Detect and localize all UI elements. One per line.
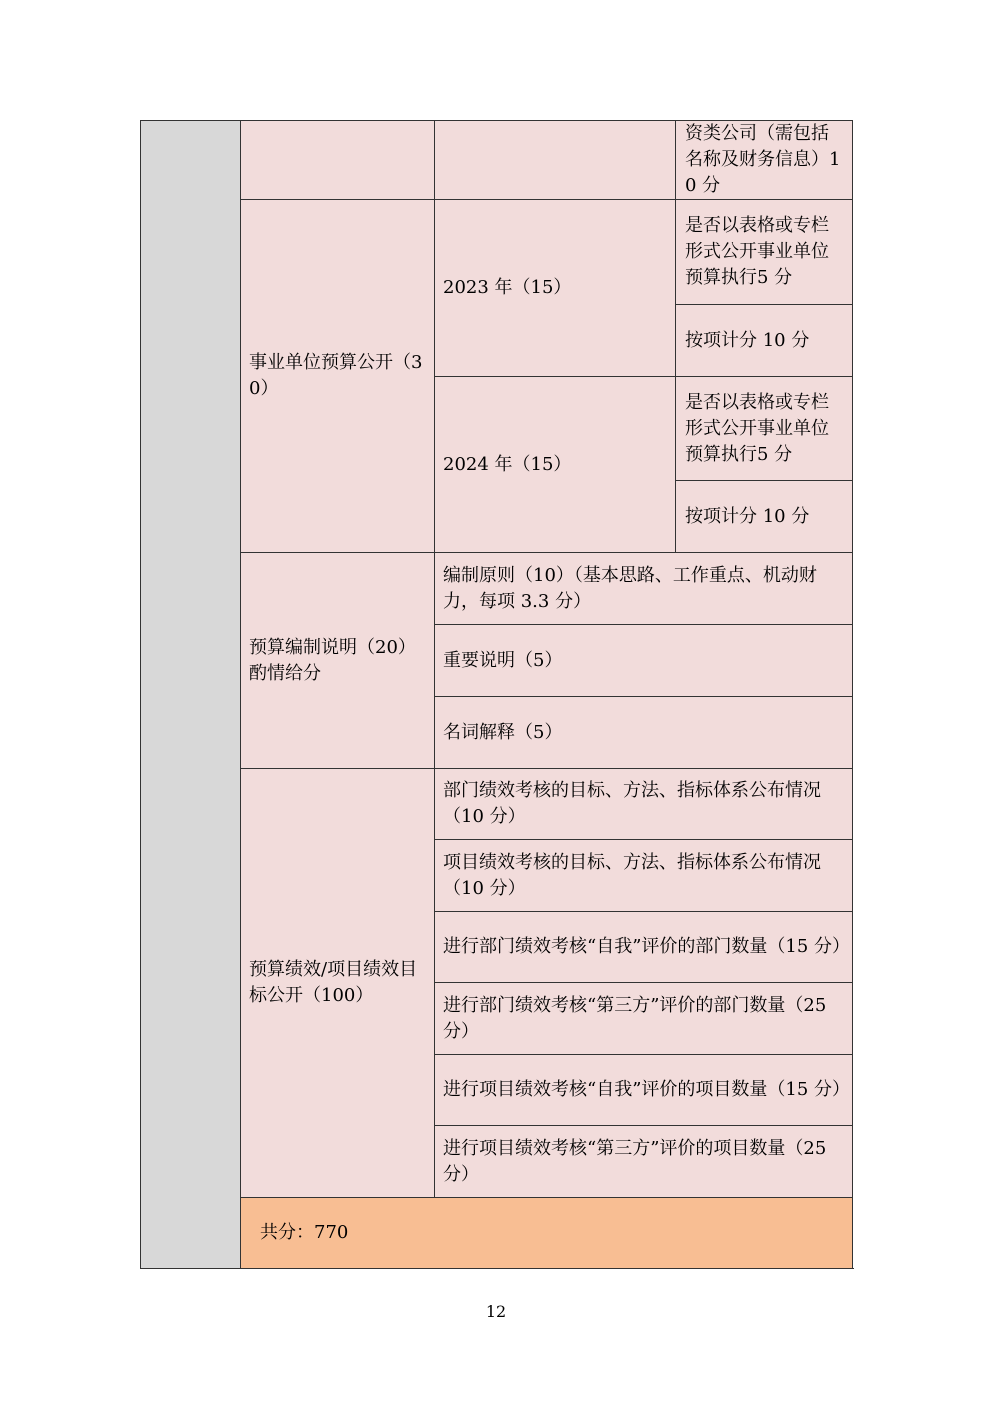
group-label-institution-budget: 事业单位预算公开（30） bbox=[241, 200, 435, 553]
table-row bbox=[141, 121, 853, 200]
scoring-table bbox=[140, 120, 853, 1269]
empty-cell bbox=[435, 121, 676, 200]
criterion-cell: 是否以表格或专栏形式公开事业单位预算执行5 分 bbox=[676, 377, 853, 481]
year-2024-label: 2024 年（15） bbox=[435, 377, 676, 553]
category-column-cell bbox=[141, 121, 241, 1269]
criterion-cell: 重要说明（5） bbox=[435, 625, 853, 697]
total-row bbox=[141, 1198, 853, 1269]
criterion-cell: 是否以表格或专栏形式公开事业单位预算执行5 分 bbox=[676, 200, 853, 305]
table-row bbox=[141, 200, 853, 305]
table-row bbox=[141, 553, 853, 625]
criterion-cell: 进行项目绩效考核“自我”评价的项目数量（15 分） bbox=[435, 1055, 853, 1126]
group-label-performance: 预算绩效/项目绩效目标公开（100） bbox=[241, 769, 435, 1198]
criterion-cell: 项目绩效考核的目标、方法、指标体系公布情况（10 分） bbox=[435, 840, 853, 912]
total-score: 共分：770 bbox=[241, 1198, 853, 1269]
criterion-cell: 资类公司（需包括名称及财务信息）10 分 bbox=[676, 121, 853, 200]
criterion-cell: 进行项目绩效考核“第三方”评价的项目数量（25 分） bbox=[435, 1126, 853, 1198]
year-2023-label: 2023 年（15） bbox=[435, 200, 676, 377]
table-row bbox=[141, 769, 853, 840]
page-number: 12 bbox=[485, 1302, 507, 1321]
group-label-budget-notes: 预算编制说明（20）酌情给分 bbox=[241, 553, 435, 769]
criterion-cell: 进行部门绩效考核“自我”评价的部门数量（15 分） bbox=[435, 912, 853, 983]
criterion-cell: 按项计分 10 分 bbox=[676, 305, 853, 377]
criterion-cell: 进行部门绩效考核“第三方”评价的部门数量（25 分） bbox=[435, 983, 853, 1055]
criterion-cell: 按项计分 10 分 bbox=[676, 481, 853, 553]
criterion-cell: 部门绩效考核的目标、方法、指标体系公布情况（10 分） bbox=[435, 769, 853, 840]
criterion-cell: 编制原则（10）（基本思路、工作重点、机动财力，每项 3.3 分） bbox=[435, 553, 853, 625]
criterion-cell: 名词解释（5） bbox=[435, 697, 853, 769]
empty-cell bbox=[241, 121, 435, 200]
